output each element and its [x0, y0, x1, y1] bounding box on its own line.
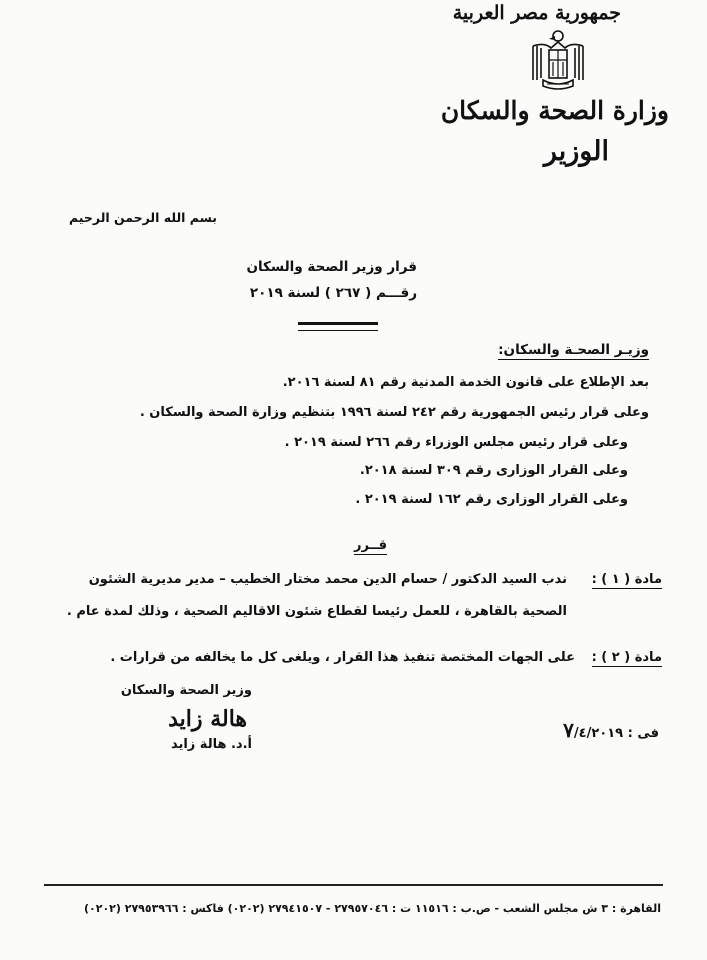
- date-month-year: /٤/٢٠١٩: [573, 726, 624, 741]
- recital-line: وعلى القرار الوزارى رقم ١٦٢ لسنة ٢٠١٩ .: [355, 492, 628, 507]
- signatory-title: وزير الصحة والسكان: [120, 683, 252, 698]
- decree-title: قرار وزير الصحة والسكان: [246, 259, 417, 275]
- decree-number: رقـــم ( ٢٦٧ ) لسنة ٢٠١٩: [249, 285, 417, 301]
- title-divider-thin: [298, 330, 378, 331]
- article-1-label: مادة ( ١ ) :: [591, 572, 662, 587]
- footer-contact: القاهرة : ٣ ش مجلس الشعب - ص.ب : ١١٥١٦ ت : ٢٧٩٥٧٠٤٦ - ٢٧٩٤١٥٠٧ (٠٢٠٢) فاكس : ٢٧٩٥٣٩٦٦ (٠٢٠٢): [83, 902, 661, 915]
- title-divider-thick: [298, 322, 378, 325]
- letterhead-country: جمهورية مصر العربية: [452, 2, 621, 24]
- article-1-text-continued: الصحية بالقاهرة ، للعمل رئيسا لقطاع شئون الاقاليم الصحية ، وذلك لمدة عام .: [66, 604, 567, 619]
- footer-divider: [44, 884, 663, 886]
- handwritten-signature: هالة زايد: [168, 706, 247, 732]
- letterhead-office: الوزير: [543, 136, 609, 167]
- signatory-name: أ.د. هالة زايد: [170, 737, 252, 752]
- article-1-text: ندب السيد الدكتور / حسام الدين محمد مختار الخطيب – مدير مديرية الشئون: [88, 572, 567, 587]
- date-day-handwritten: ٧: [563, 718, 574, 742]
- article-2-label: مادة ( ٢ ) :: [591, 650, 662, 665]
- addressee-heading: وزيـر الصحـة والسكان:: [498, 342, 649, 358]
- decree-date: [563, 718, 659, 742]
- decided-heading: قــرر: [354, 538, 387, 553]
- date-prefix: فى :: [627, 726, 659, 741]
- basmala: بسم الله الرحمن الرحيم: [69, 210, 217, 225]
- letterhead-ministry: وزارة الصحة والسكان: [440, 96, 669, 125]
- recital-line: وعلى القرار الوزارى رقم ٣٠٩ لسنة ٢٠١٨.: [359, 463, 628, 478]
- article-2-text: على الجهات المختصة تنفيذ هذا القرار ، ويلغى كل ما يخالفه من قرارات .: [110, 650, 575, 665]
- eagle-emblem-icon: [529, 28, 587, 96]
- recital-line: وعلى قرار رئيس مجلس الوزراء رقم ٢٦٦ لسنة ٢٠١٩ .: [284, 435, 628, 450]
- recital-line: بعد الإطلاع على قانون الخدمة المدنية رقم ٨١ لسنة ٢٠١٦.: [282, 375, 649, 390]
- recital-line: وعلى قرار رئيس الجمهورية رقم ٢٤٢ لسنة ١٩٩٦ بتنظيم وزارة الصحة والسكان .: [139, 405, 649, 420]
